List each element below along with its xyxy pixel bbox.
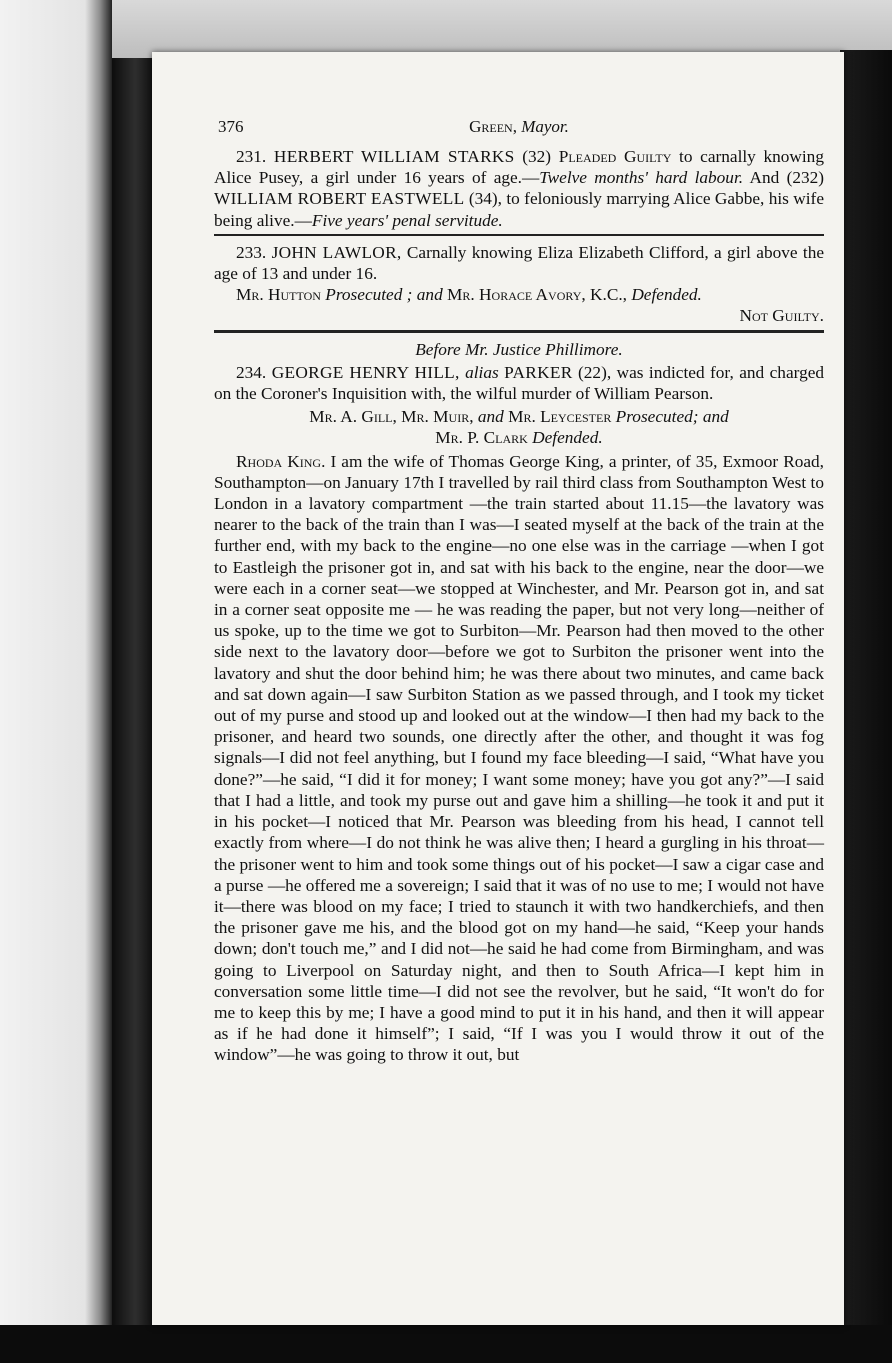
book-spine bbox=[112, 58, 154, 1328]
counsel-line: Mr. A. Gill, Mr. Muir, and Mr. Leycester Prosecuted; and Mr. P. Clark Defended. bbox=[309, 407, 729, 448]
case-233: 233. JOHN LAWLOR, Carnally knowing Eliza Elizabeth Clifford, a girl above the age of 13 and under 16. bbox=[214, 242, 825, 284]
page-header bbox=[214, 116, 824, 144]
sentence: Five years' penal servitude. bbox=[311, 210, 503, 230]
scan-bottom-edge bbox=[0, 1325, 892, 1363]
defendant-name: GEORGE HENRY HILL, bbox=[271, 362, 460, 382]
testimony-text: I am the wife of Thomas George King, a printer, of 35, Exmoor Road, Southampton—on January 17th I travelled by rail third class from Southampton West to London in a lavatory compartment —the train started about 11.15—the lavatory was nearer to the back of the train than I was—I seated myself at the back of the train at the further end, with my back to the engine—no one else was in the carriage —when I got to Eastleigh the prisoner got in, and sat with his back to the engine, near the door—we were each in a corner seat—we stopped at Winchester, and Mr. Pearson got in, and sat in a corner seat opposite me — he was reading the paper, but not very long—neither of us spoke, up to the time we got to Surbiton—Mr. Pearson had then moved to the other side next to the lavatory door—before we got to Surbiton the prisoner went into the lavatory and shut the door behind him; he was there about two minutes, and came back and sat down again—I saw Surbiton Station as we passed through, and I took my ticket out of my purse and stood up and looked out at the window—I then had my back to the prisoner, and heard two sounds, one directly after the other, and thought it was fog signals—I did not feel anything, but I found my face bleeding—I said, “What have you done?”—he said, “I did it for money; I want some money; have you got any?”—I said that I had a little, and took my purse out and gave him a shilling—he took it and put it in his pocket—I noticed that Mr. Pearson was bleeding from his head, I cannot tell exactly from where—I do not think he was alive then; I heard a gurgling in his throat—the prisoner went to him and took some things out of his pocket—I saw a cigar case and a purse —he offered me a sovereign; I said that it was of no use to me; I would not have it—there was blood on my face; I tried to staunch it with two handkerchiefs, and then the prisoner gave me his, and the blood got on my hand—he said, “Keep your hands down; don't touch me,” and I did not—he said he had come from Birmingham, and was going to Liverpool on Saturday night, and then to South Africa—I kept him in conversation some little time—I did not see the revolver, but he said, “It won't do for me to keep this by me; I have a good mind to put it in his hand, and then it will appear as if he had done it himself”; I said, “If I was you I would throw it out of the window”—he was going to throw it out, but bbox=[214, 451, 825, 1065]
witness-name: Rhoda King. bbox=[236, 451, 326, 471]
page-number: 376 bbox=[218, 117, 244, 136]
counsel-line: Mr. Hutton Prosecuted ; and Mr. Horace Avory, K.C., Defended. bbox=[236, 285, 702, 305]
scan-top-margin bbox=[0, 0, 892, 58]
witness-testimony bbox=[214, 451, 824, 1066]
book-right-edge bbox=[840, 50, 892, 1340]
sentence: Twelve months' hard labour. bbox=[539, 168, 744, 188]
defendant-name: JOHN LAWLOR, bbox=[271, 242, 402, 262]
running-head-name: Green, bbox=[469, 117, 517, 136]
case-231: 231. HERBERT WILLIAM STARKS (32) Pleaded Guilty to carnally knowing Alice Pusey, a girl under 16 years of age.—Twelve months' hard labour. And (232) WILLIAM ROBERT EASTWELL (34), to feloniously marrying Alice Gabbe, his wife being alive.—Five years' penal servitude. bbox=[214, 147, 825, 230]
book-page bbox=[152, 52, 844, 1325]
running-head-title: Mayor. bbox=[521, 117, 569, 136]
scan-left-margin bbox=[0, 0, 112, 1363]
plea: Pleaded Guilty bbox=[558, 147, 672, 166]
running-head bbox=[214, 116, 824, 137]
defendant-name: HERBERT WILLIAM STARKS bbox=[273, 147, 515, 166]
case-234: 234. GEORGE HENRY HILL, alias PARKER (22), was indicted for, and charged on the Coroner's Inquisition with, the wilful murder of William Pearson. bbox=[214, 362, 825, 404]
defendant-name: WILLIAM ROBERT EASTWELL bbox=[214, 189, 465, 209]
court-heading: Before Mr. Justice Phillimore. bbox=[415, 339, 623, 359]
page-content bbox=[214, 116, 824, 1066]
section-divider bbox=[214, 234, 824, 236]
verdict: Not Guilty. bbox=[739, 306, 824, 326]
section-divider bbox=[214, 330, 824, 333]
